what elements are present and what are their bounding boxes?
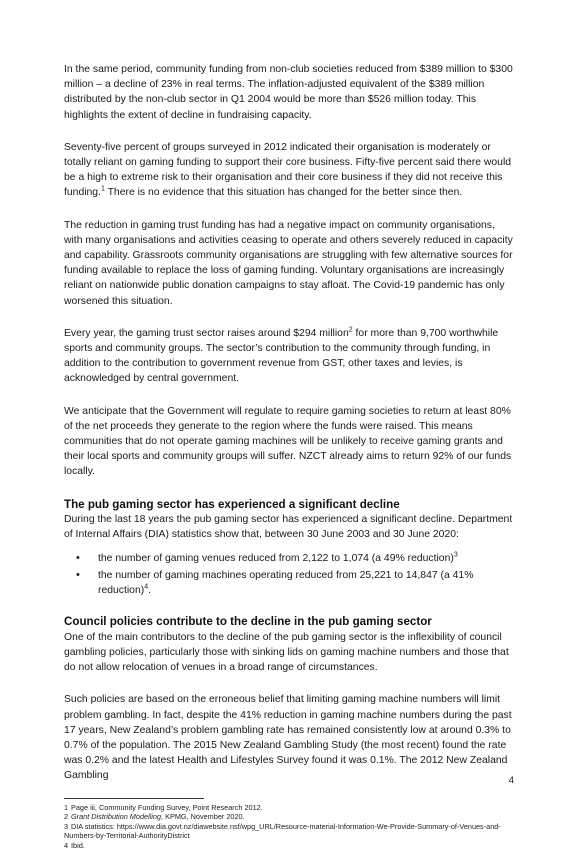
paragraph-groups-surveyed <box>64 140 516 201</box>
paragraph-dia-statistics: During the last 18 years the pub gaming sector has experienced a significant decline. Department of Internal Affairs (DIA) statistics show that, between 30 June 2003 and 30 June 2020: <box>64 514 513 541</box>
footnote-3: 3 DIA statistics: https://www.dia.govt.nz/diawebsite.nsf/wpg_URL/Resource-material-Information-We-Provide-Summary-of-Venues-and-Numbers-by-Territorial-AuthorityDistrict <box>64 821 501 841</box>
footnote-1: 1 Page iii, Community Funding Survey, Point Research 2012. <box>64 802 263 812</box>
footnote-ref-3[interactable]: 3 <box>453 551 458 559</box>
section-heading-pub-decline: The pub gaming sector has experienced a significant decline <box>64 497 400 511</box>
bullet-list-statistics <box>64 551 516 599</box>
footnote-ref-1[interactable]: 1 <box>100 185 105 193</box>
paragraph-negative-impact: The reduction in gaming trust funding has had a negative impact on community organisations, with many organisations and activities ceasing to operate and others severely reduced in capacity and capability. Grassroots community organisations are struggling with few alternative sources for funding available to replace the loss of gaming funding. Voluntary organisations are increasingly reliant on nationwide public donation campaigns to stay afloat. The Covid-19 pandemic has only worsened this situation. <box>64 219 513 307</box>
footnote-4: 4 Ibid. <box>64 840 85 850</box>
paragraph-erroneous-belief: Such policies are based on the erroneous belief that limiting gaming machine numbers will limit problem gambling. In fact, despite the 41% reduction in gaming machine numbers during the past 17 years, New Zealand’s problem gambling rate has remained consistently low at around 0.3% to 0.7% of the population. The 2015 New Zealand Gambling Study (the most recent) found the rate was 0.2% and the latest Health and Lifestyles Survey found it was 0.1%. The 2012 New Zealand Gambling <box>64 694 512 782</box>
paragraph-sector-raises <box>64 326 516 387</box>
page-number: 4 <box>508 775 514 786</box>
footnote-ref-2[interactable]: 2 <box>348 326 353 334</box>
paragraph-text: Every year, the gaming trust sector raises around $294 million <box>64 327 349 339</box>
bullet-item-venues: • the number of gaming venues reduced from 2,122 to 1,074 (a 49% reduction)$^3$ <box>64 551 516 566</box>
paragraph-main-contributors: One of the main contributors to the decline of the pub gaming sector is the inflexibility of council gambling policies, particularly those with sinking lids on gaming machine numbers and those that do not allow relocation of venues in a broad range of circumstances. <box>64 631 509 674</box>
paragraph-text: for more than 9,700 worthwhile sports and community groups. The sector’s contribution to the community through funding, in addition to the contribution to government revenue from GST, other taxes and levies, is acknowledged by central government. <box>64 327 499 385</box>
bullet-item-machines: • the number of gaming machines operating reduced from 25,221 to 14,847 (a 41% reduction)$^4$. <box>64 568 516 598</box>
paragraph-text: There is no evidence that this situation has changed for the better since then. <box>104 187 463 199</box>
footnote-2: 2 Grant Distribution Modelling, KPMG, November 2020. <box>64 812 245 822</box>
paragraph-community-funding: In the same period, community funding from non-club societies reduced from $389 million to $300 million – a decline of 23% in real terms. The inflation-adjusted equivalent of the $389 million distributed by the non-club sector in Q1 2004 would be more than $526 million today. This highlights the extent of decline in fundraising capacity. <box>64 64 513 121</box>
paragraph-text: Seventy-five percent of groups surveyed in 2012 indicated their organisation is moderately or totally reliant on gaming funding to support their core business. Fifty-five percent said there would be a high to extreme risk to their organisation and their core business if they did not receive this funding. <box>64 141 512 199</box>
section-heading-council-policies: Council policies contribute to the decline in the pub gaming sector <box>64 615 432 629</box>
footnote-link[interactable]: DIA statistics: https://www.dia.govt.nz/diawebsite.nsf/wpg_URL/Resource-material-Information-We-Provide-Summary-of-Venues-and-Numbers-by-Territorial-AuthorityDistrict <box>64 821 501 841</box>
paragraph-government-regulation: We anticipate that the Government will regulate to require gaming societies to return at least 80% of the net proceeds they generate to the region where the funds were raised. This means communities that do not operate gaming machines will be unlikely to receive gaming grants and their local sports and community groups will suffer. NZCT already aims to return 92% of our funds locally. <box>64 405 512 478</box>
footnote-divider <box>64 798 204 799</box>
footnote-ref-4[interactable]: 4 <box>144 583 149 591</box>
